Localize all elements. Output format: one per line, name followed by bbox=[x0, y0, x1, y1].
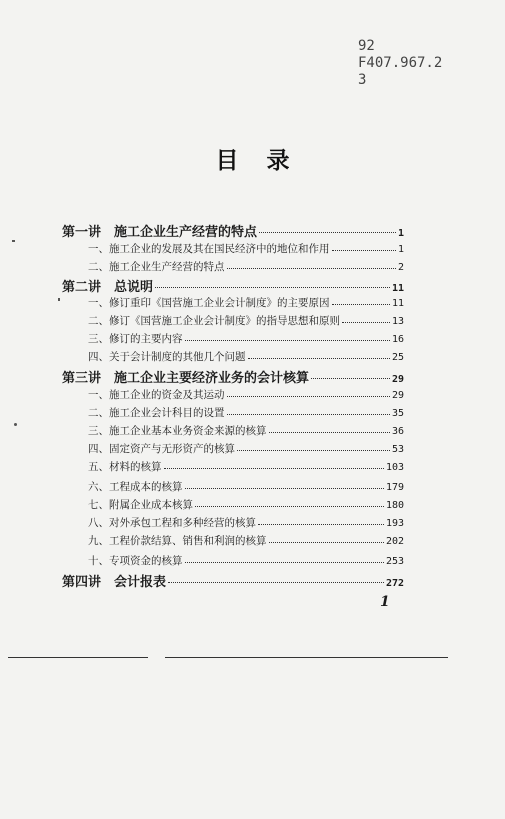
dot-leader bbox=[248, 358, 390, 359]
toc-section-entry bbox=[88, 241, 404, 256]
toc-entry-page: 53 bbox=[391, 444, 404, 455]
scan-speck bbox=[14, 423, 17, 426]
toc-entry-title: 三、修订的主要内容 bbox=[88, 333, 183, 345]
call-number-line: 92 bbox=[358, 38, 375, 54]
toc-entry-title: 四、关于会计制度的其他几个问题 bbox=[88, 351, 246, 363]
toc-chapter-entry bbox=[62, 221, 404, 239]
toc-entry-title: 一、施工企业的发展及其在国民经济中的地位和作用 bbox=[88, 243, 330, 255]
toc-entry-title: 二、施工企业会计科目的设置 bbox=[88, 407, 225, 419]
toc-entry-page: 13 bbox=[391, 316, 404, 327]
toc-chapter-entry bbox=[62, 276, 404, 294]
dot-leader bbox=[227, 414, 390, 415]
toc-section-entry bbox=[88, 423, 404, 438]
toc-entry-page: 272 bbox=[385, 578, 404, 589]
toc-entry-title: 五、材料的核算 bbox=[88, 461, 162, 473]
toc-section-entry bbox=[88, 533, 404, 548]
toc-entry-title: 第三讲 施工企业主要经济业务的会计核算 bbox=[62, 371, 310, 385]
toc-section-entry bbox=[88, 553, 404, 568]
toc-entry-page: 202 bbox=[385, 536, 404, 547]
dot-leader bbox=[258, 524, 384, 525]
toc-entry-title: 九、工程价款结算、销售和利润的核算 bbox=[88, 535, 267, 547]
toc-entry-page: 103 bbox=[385, 462, 404, 473]
toc-entry-page: 2 bbox=[397, 262, 404, 273]
dot-leader bbox=[259, 232, 396, 233]
toc-entry-page: 180 bbox=[385, 500, 404, 511]
toc-entry-page: 29 bbox=[391, 374, 404, 385]
toc-section-entry bbox=[88, 295, 404, 310]
toc-entry-page: 25 bbox=[391, 352, 404, 363]
toc-section-entry bbox=[88, 349, 404, 364]
dot-leader bbox=[168, 582, 384, 583]
dot-leader bbox=[332, 304, 390, 305]
toc-entry-page: 29 bbox=[391, 390, 404, 401]
dot-leader bbox=[227, 396, 390, 397]
scan-speck bbox=[58, 298, 60, 301]
dot-leader bbox=[185, 340, 390, 341]
toc-entry-page: 1 bbox=[397, 228, 404, 239]
toc-entry-page: 35 bbox=[391, 408, 404, 419]
toc-entry-title: 一、施工企业的资金及其运动 bbox=[88, 389, 225, 401]
toc-entry-page: 11 bbox=[391, 298, 404, 309]
toc-entry-title: 八、对外承包工程和多种经营的核算 bbox=[88, 517, 256, 529]
dot-leader bbox=[185, 562, 384, 563]
dot-leader bbox=[342, 322, 390, 323]
divider bbox=[8, 657, 148, 658]
toc-entry-page: 11 bbox=[391, 283, 404, 294]
toc-entry-title: 第二讲 总说明 bbox=[62, 280, 154, 294]
toc-chapter-entry bbox=[62, 367, 404, 385]
toc-entry-title: 六、工程成本的核算 bbox=[88, 481, 183, 493]
toc-section-entry bbox=[88, 441, 404, 456]
toc-entry-page: 16 bbox=[391, 334, 404, 345]
toc-entry-title: 二、施工企业生产经营的特点 bbox=[88, 261, 225, 273]
toc-entry-title: 三、施工企业基本业务资金来源的核算 bbox=[88, 425, 267, 437]
toc-entry-title: 二、修订《国营施工企业会计制度》的指导思想和原则 bbox=[88, 315, 340, 327]
toc-section-entry bbox=[88, 387, 404, 402]
divider bbox=[165, 657, 448, 658]
toc-entry-title: 四、固定资产与无形资产的核算 bbox=[88, 443, 235, 455]
toc-section-entry bbox=[88, 313, 404, 328]
toc-section-entry bbox=[88, 331, 404, 346]
toc-entry-title: 一、修订重印《国营施工企业会计制度》的主要原因 bbox=[88, 297, 330, 309]
dot-leader bbox=[269, 542, 384, 543]
toc-entry-page: 179 bbox=[385, 482, 404, 493]
toc-entry-page: 253 bbox=[385, 556, 404, 567]
dot-leader bbox=[269, 432, 390, 433]
toc-section-entry bbox=[88, 459, 404, 474]
call-number-line: F407.967.2 bbox=[358, 55, 443, 71]
dot-leader bbox=[332, 250, 396, 251]
toc-section-entry bbox=[88, 259, 404, 274]
toc-section-entry bbox=[88, 515, 404, 530]
toc-entry-page: 36 bbox=[391, 426, 404, 437]
toc-entry-page: 193 bbox=[385, 518, 404, 529]
call-number-line: 3 bbox=[358, 72, 367, 88]
toc-section-entry bbox=[88, 405, 404, 420]
dot-leader bbox=[311, 378, 390, 379]
dot-leader bbox=[185, 488, 384, 489]
dot-leader bbox=[155, 287, 390, 288]
toc-entry-title: 七、附属企业成本核算 bbox=[88, 499, 193, 511]
toc-section-entry bbox=[88, 497, 404, 512]
toc-section-entry bbox=[88, 479, 404, 494]
page-title: 目录 bbox=[215, 148, 318, 174]
toc-chapter-entry bbox=[62, 571, 404, 589]
page-number: 1 bbox=[380, 594, 390, 610]
dot-leader bbox=[164, 468, 384, 469]
toc-entry-title: 第一讲 施工企业生产经营的特点 bbox=[62, 225, 258, 239]
toc-entry-title: 第四讲 会计报表 bbox=[62, 575, 167, 589]
dot-leader bbox=[195, 506, 384, 507]
scan-speck bbox=[12, 240, 15, 242]
toc-entry-page: 1 bbox=[397, 244, 404, 255]
dot-leader bbox=[227, 268, 396, 269]
toc-entry-title: 十、专项资金的核算 bbox=[88, 555, 183, 567]
dot-leader bbox=[237, 450, 390, 451]
